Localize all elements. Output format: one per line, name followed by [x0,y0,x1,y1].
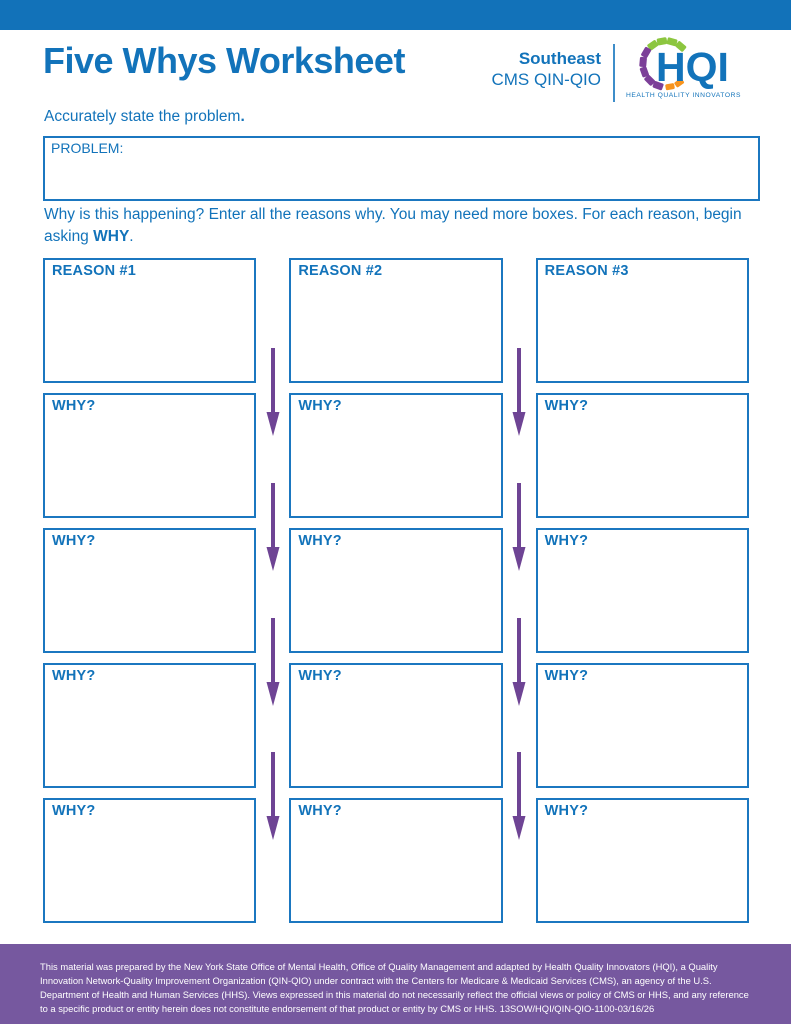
page-title: Five Whys Worksheet [43,40,405,81]
program-org: CMS QIN-QIO [491,70,601,90]
disclaimer-text: This material was prepared by the New York State Office of Mental Health, Office of Quality Management and adapted by Health Quality Innovators (HQI), a Quality Innovation Network-Quality Improvement Organization (QIN-QIO) under contract with the Centers for Medicare & Medicaid Services (CMS), an agency of the U.S. Department of Health and Human Services (HHS). Views expressed in this material do not necessarily reflect the official views or policy of CMS or HHS, and any reference to a specific product or entity herein does not constitute endorsement of that product or entity by CMS or HHS. 13SOW/HQI/QIN-QIO-1100-03/16/26 [40,961,749,1015]
instructions-post: . [129,228,134,245]
hqi-logo [616,34,751,108]
five-whys-grid [43,258,749,923]
why-box-c1-r1-label: WHY? [52,398,96,414]
program-name [491,48,601,91]
why-box-c2-r1[interactable] [289,393,502,518]
why-box-c2-r4-label: WHY? [298,803,342,819]
reason-box-1-label: REASON #1 [52,263,136,279]
problem-box[interactable] [43,136,760,201]
why-box-c3-r1-label: WHY? [544,398,589,414]
why-box-c1-r2-label: WHY? [52,533,96,549]
why-box-c2-r3[interactable] [289,663,502,788]
instructions-text [44,204,752,248]
reason-box-3[interactable] [536,258,749,383]
top-accent-bar [0,0,791,30]
why-box-c2-r1-label: WHY? [298,398,342,414]
reason-box-2[interactable] [289,258,502,383]
why-box-c1-r4[interactable] [43,798,256,923]
why-box-c3-r3-label: WHY? [544,668,589,684]
page-header [43,30,749,108]
why-box-c2-r4[interactable] [289,798,502,923]
hqi-tagline: HEALTH QUALITY INNOVATORS [626,92,741,99]
down-arrow-icon [265,618,281,706]
down-arrow-icon [511,348,527,436]
why-box-c2-r2[interactable] [289,528,502,653]
why-box-c3-r2[interactable] [536,528,749,653]
down-arrow-icon [511,483,527,571]
why-box-c3-r4-label: WHY? [544,803,589,819]
reason-box-2-label: REASON #2 [298,263,383,279]
program-region: Southeast [518,49,601,68]
header-divider [613,44,615,102]
hqi-monogram: HQI [656,44,729,90]
why-box-c2-r2-label: WHY? [298,533,342,549]
problem-prompt-period: . [240,108,245,125]
reason-box-3-label: REASON #3 [544,263,629,279]
why-box-c1-r2[interactable] [43,528,256,653]
down-arrow-icon [511,618,527,706]
problem-box-label: PROBLEM: [51,140,124,156]
why-box-c1-r3-label: WHY? [52,668,96,684]
why-box-c3-r2-label: WHY? [544,533,589,549]
why-box-c1-r4-label: WHY? [52,803,96,819]
problem-prompt-text: Accurately state the problem [44,108,241,125]
why-box-c2-r3-label: WHY? [298,668,342,684]
why-box-c1-r1[interactable] [43,393,256,518]
down-arrow-icon [265,752,281,840]
down-arrow-icon [265,348,281,436]
hqi-logo-icon [616,34,751,94]
down-arrow-icon [265,483,281,571]
instructions-pre: Why is this happening? Enter all the reasons why. You may need more boxes. For each reason, begin asking [44,206,742,245]
down-arrow-icon [511,752,527,840]
why-box-c3-r3[interactable] [536,663,749,788]
instructions-emphasis: WHY [93,228,130,245]
why-box-c1-r3[interactable] [43,663,256,788]
reason-box-1[interactable] [43,258,256,383]
why-box-c3-r1[interactable] [536,393,749,518]
why-box-c3-r4[interactable] [536,798,749,923]
disclaimer-footer [0,944,791,1024]
problem-prompt [44,108,245,126]
